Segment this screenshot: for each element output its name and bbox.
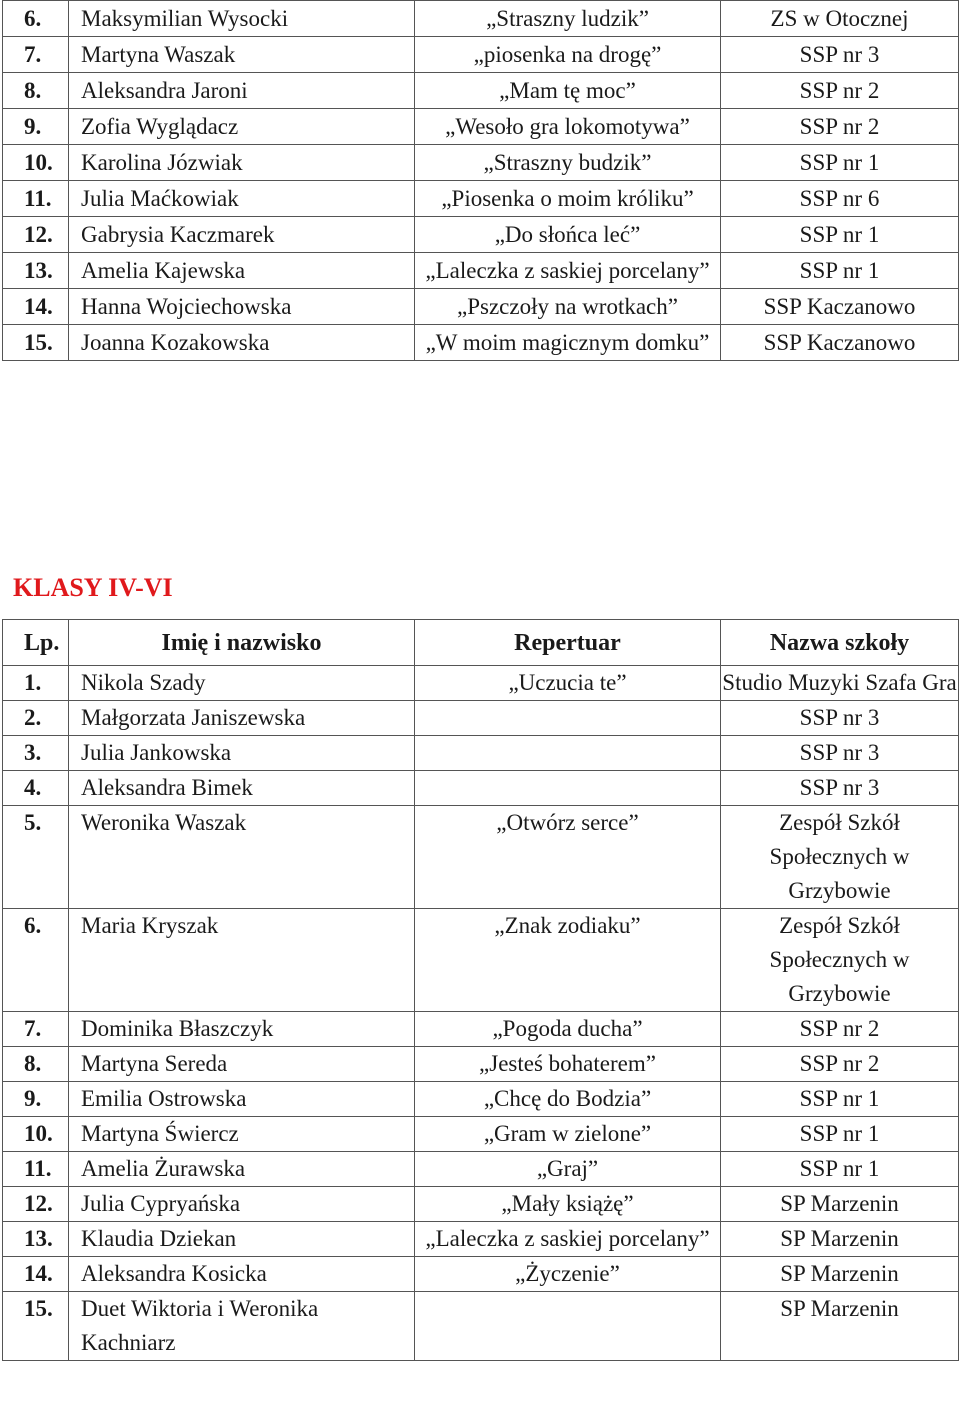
school-name: SSP nr 3	[721, 771, 959, 806]
table-row	[3, 1222, 959, 1257]
participant-name: Aleksandra Bimek	[69, 771, 415, 806]
header-repertoire: Repertuar	[415, 620, 721, 666]
repertoire	[415, 736, 721, 771]
repertoire	[415, 701, 721, 736]
school-name: SSP nr 1	[721, 1117, 959, 1152]
table-row	[3, 909, 959, 1012]
participant-name: Martyna Sereda	[69, 1047, 415, 1082]
school-name: SSP nr 1	[721, 1152, 959, 1187]
school-name: SSP nr 2	[721, 1012, 959, 1047]
repertoire	[415, 771, 721, 806]
table-row	[3, 1292, 959, 1361]
participant-name: Gabrysia Kaczmarek	[69, 217, 415, 253]
school-name: SSP nr 3	[721, 701, 959, 736]
table-row	[3, 771, 959, 806]
row-number: 9.	[3, 109, 69, 145]
participant-name: Amelia Żurawska	[69, 1152, 415, 1187]
participants-table-grades-4-6	[2, 619, 959, 1361]
table-row	[3, 37, 959, 73]
row-number: 10.	[3, 145, 69, 181]
table-row	[3, 217, 959, 253]
table-header	[3, 620, 959, 666]
row-number: 3.	[3, 736, 69, 771]
row-number: 14.	[3, 289, 69, 325]
row-number: 7.	[3, 37, 69, 73]
repertoire: „Otwórz serce”	[415, 806, 721, 909]
repertoire: „Pszczoły na wrotkach”	[415, 289, 721, 325]
row-number: 2.	[3, 701, 69, 736]
repertoire: „W moim magicznym domku”	[415, 325, 721, 361]
school-name: SSP nr 6	[721, 181, 959, 217]
table-row	[3, 1152, 959, 1187]
school-name: SSP nr 1	[721, 253, 959, 289]
school-name: SSP nr 3	[721, 37, 959, 73]
repertoire	[415, 1292, 721, 1361]
table-row	[3, 1257, 959, 1292]
row-number: 12.	[3, 217, 69, 253]
participant-name: Hanna Wojciechowska	[69, 289, 415, 325]
repertoire: „Laleczka z saskiej porcelany”	[415, 1222, 721, 1257]
school-name: SSP nr 1	[721, 217, 959, 253]
school-name: SP Marzenin	[721, 1187, 959, 1222]
repertoire: „Gram w zielone”	[415, 1117, 721, 1152]
row-number: 7.	[3, 1012, 69, 1047]
repertoire: „piosenka na drogę”	[415, 37, 721, 73]
repertoire: „Uczucia te”	[415, 666, 721, 701]
participant-name: Aleksandra Jaroni	[69, 73, 415, 109]
table-row	[3, 1, 959, 37]
participant-name: Dominika Błaszczyk	[69, 1012, 415, 1047]
school-name: Studio Muzyki Szafa Gra	[721, 666, 959, 701]
table-row	[3, 1012, 959, 1047]
repertoire: „Laleczka z saskiej porcelany”	[415, 253, 721, 289]
row-number: 5.	[3, 806, 69, 909]
participant-name: Julia Cypryańska	[69, 1187, 415, 1222]
row-number: 11.	[3, 181, 69, 217]
row-number: 13.	[3, 1222, 69, 1257]
repertoire: „Znak zodiaku”	[415, 909, 721, 1012]
repertoire: „Życzenie”	[415, 1257, 721, 1292]
school-name: Zespół Szkół Społecznych w Grzybowie	[721, 806, 959, 909]
school-name: SSP nr 2	[721, 73, 959, 109]
section-heading: KLASY IV-VI	[13, 573, 173, 602]
row-number: 8.	[3, 1047, 69, 1082]
school-name: SP Marzenin	[721, 1257, 959, 1292]
repertoire: „Mam tę moc”	[415, 73, 721, 109]
participant-name: Klaudia Dziekan	[69, 1222, 415, 1257]
participant-name: Martyna Waszak	[69, 37, 415, 73]
school-name: SSP nr 2	[721, 1047, 959, 1082]
table-row	[3, 181, 959, 217]
row-number: 8.	[3, 73, 69, 109]
school-name: ZS w Otocznej	[721, 1, 959, 37]
row-number: 14.	[3, 1257, 69, 1292]
repertoire: „Graj”	[415, 1152, 721, 1187]
participants-table-continued	[2, 0, 959, 361]
school-name: Zespół Szkół Społecznych w Grzybowie	[721, 909, 959, 1012]
header-number: Lp.	[3, 620, 69, 666]
table-row	[3, 73, 959, 109]
row-number: 12.	[3, 1187, 69, 1222]
table-row	[3, 325, 959, 361]
row-number: 15.	[3, 1292, 69, 1361]
repertoire: „Wesoło gra lokomotywa”	[415, 109, 721, 145]
school-name: SSP nr 2	[721, 109, 959, 145]
table-row	[3, 109, 959, 145]
school-name: SSP Kaczanowo	[721, 325, 959, 361]
participant-name: Julia Maćkowiak	[69, 181, 415, 217]
repertoire: „Straszny ludzik”	[415, 1, 721, 37]
row-number: 1.	[3, 666, 69, 701]
school-name: SSP nr 3	[721, 736, 959, 771]
participant-name: Joanna Kozakowska	[69, 325, 415, 361]
repertoire: „Do słońca leć”	[415, 217, 721, 253]
participant-name: Małgorzata Janiszewska	[69, 701, 415, 736]
table-row	[3, 145, 959, 181]
row-number: 6.	[3, 909, 69, 1012]
participant-name: Martyna Świercz	[69, 1117, 415, 1152]
participant-name: Maria Kryszak	[69, 909, 415, 1012]
participant-name: Amelia Kajewska	[69, 253, 415, 289]
repertoire: „Jesteś bohaterem”	[415, 1047, 721, 1082]
participant-name: Karolina Józwiak	[69, 145, 415, 181]
repertoire: „Mały książę”	[415, 1187, 721, 1222]
row-number: 9.	[3, 1082, 69, 1117]
table-body	[3, 666, 959, 1361]
table-body	[3, 1, 959, 361]
repertoire: „Straszny budzik”	[415, 145, 721, 181]
header-school: Nazwa szkoły	[721, 620, 959, 666]
school-name: SSP nr 1	[721, 145, 959, 181]
table-row	[3, 1117, 959, 1152]
table-row	[3, 736, 959, 771]
participant-name: Maksymilian Wysocki	[69, 1, 415, 37]
table-row	[3, 1187, 959, 1222]
table-row	[3, 701, 959, 736]
table-row	[3, 289, 959, 325]
table-row	[3, 1082, 959, 1117]
school-name: SP Marzenin	[721, 1292, 959, 1361]
school-name: SSP nr 1	[721, 1082, 959, 1117]
row-number: 15.	[3, 325, 69, 361]
repertoire: „Chcę do Bodzia”	[415, 1082, 721, 1117]
school-name: SP Marzenin	[721, 1222, 959, 1257]
row-number: 6.	[3, 1, 69, 37]
table-row	[3, 806, 959, 909]
participant-name: Emilia Ostrowska	[69, 1082, 415, 1117]
school-name: SSP Kaczanowo	[721, 289, 959, 325]
participant-name: Weronika Waszak	[69, 806, 415, 909]
table-row	[3, 253, 959, 289]
participant-name: Aleksandra Kosicka	[69, 1257, 415, 1292]
header-row	[3, 620, 959, 666]
repertoire: „Pogoda ducha”	[415, 1012, 721, 1047]
participant-name: Zofia Wyglądacz	[69, 109, 415, 145]
row-number: 10.	[3, 1117, 69, 1152]
row-number: 11.	[3, 1152, 69, 1187]
table-row	[3, 1047, 959, 1082]
header-name: Imię i nazwisko	[69, 620, 415, 666]
row-number: 13.	[3, 253, 69, 289]
row-number: 4.	[3, 771, 69, 806]
participant-name: Duet Wiktoria i Weronika Kachniarz	[69, 1292, 415, 1361]
repertoire: „Piosenka o moim króliku”	[415, 181, 721, 217]
participant-name: Nikola Szady	[69, 666, 415, 701]
table-row	[3, 666, 959, 701]
participant-name: Julia Jankowska	[69, 736, 415, 771]
